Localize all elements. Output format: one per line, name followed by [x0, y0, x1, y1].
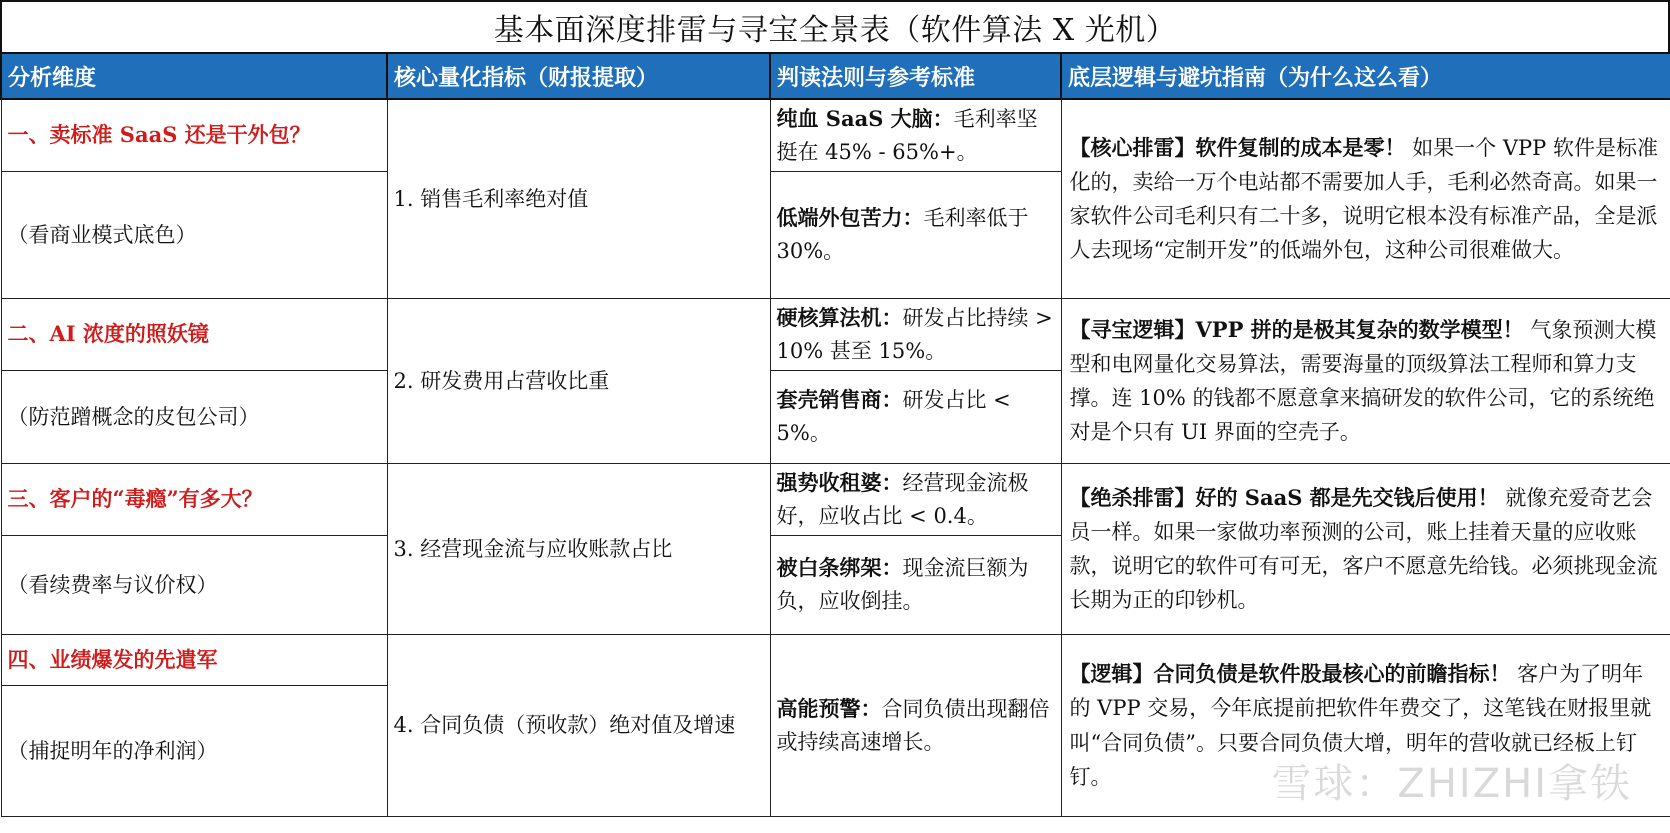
standard-cell [770, 371, 1061, 464]
header-row [1, 53, 1670, 99]
metric-cell: 1. 销售毛利率绝对值 [387, 99, 770, 299]
logic-text: 就像充爱奇艺会员一样。如果一家做功率预测的公司，账上挂着天量的应收账款，说明它的软件可有可无，客户不愿意先给钱。必须挑现金流长期为正的印钞机。 [1069, 485, 1658, 613]
header-metric: 核心量化指标（财报提取） [387, 53, 770, 99]
standard-cell [770, 464, 1061, 536]
logic-cell [1061, 299, 1670, 464]
standard-label: 套壳销售商： [776, 387, 903, 413]
dimension-subtitle: （防范蹭概念的皮包公司） [1, 371, 387, 464]
table-row [1, 99, 1670, 172]
dimension-subtitle: （捕捉明年的净利润） [1, 686, 387, 817]
logic-text: 如果一个 VPP 软件是标准化的，卖给一万个电站都不需要加人手，毛利必然奇高。如果一家软件公司毛利只有二十多，说明它根本没有标准产品，全是派人去现场“定制开发”的低端外包，这种公司很难做大。 [1069, 135, 1658, 263]
sheet-title: 基本面深度排雷与寻宝全景表（软件算法 X 光机） [0, 0, 1670, 52]
logic-cell [1061, 99, 1670, 299]
watermark: 雪球：ZHIZHI拿铁 [1271, 761, 1632, 807]
standard-text: 经营现金流极好，应收占比 < 0.4。 [776, 470, 1029, 528]
metric-cell: 4. 合同负债（预收款）绝对值及增速 [387, 635, 770, 817]
header-standard: 判读法则与参考标准 [770, 53, 1061, 99]
metric-cell: 2. 研发费用占营收比重 [387, 299, 770, 464]
table-row [1, 635, 1670, 686]
standard-text: 现金流巨额为负，应收倒挂。 [776, 556, 1029, 613]
standard-label: 被白条绑架： [776, 555, 903, 581]
standard-text: 研发占比 < 5%。 [776, 388, 1011, 445]
logic-text: 气象预测大模型和电网量化交易算法，需要海量的顶级算法工程师和算力支撑。连 10% 的钱都不愿意拿来搞研发的软件公司，它的系统绝对是个只有 UI 界面的空壳子。 [1069, 317, 1657, 445]
dimension-subtitle: （看商业模式底色） [1, 172, 387, 299]
standard-label: 高能预警： [776, 695, 882, 721]
dimension-title: 二、AI 浓度的照妖镜 [1, 299, 387, 371]
dimension-title: 一、卖标准 SaaS 还是干外包？ [1, 99, 387, 172]
standard-text: 合同负债出现翻倍或持续高速增长。 [776, 696, 1050, 754]
logic-cell [1061, 635, 1670, 817]
logic-label: 【绝杀排雷】好的 SaaS 都是先交钱后使用！ [1069, 484, 1499, 510]
standard-cell [770, 299, 1061, 371]
standard-label: 强势收租婆： [776, 469, 903, 495]
dimension-title: 三、客户的“毒瘾”有多大？ [1, 464, 387, 536]
standard-cell [770, 172, 1061, 299]
header-logic: 底层逻辑与避坑指南（为什么这么看） [1061, 53, 1670, 99]
dimension-subtitle: （看续费率与议价权） [1, 536, 387, 635]
standard-label: 硬核算法机： [776, 304, 903, 330]
standard-cell [770, 99, 1061, 172]
standard-cell [770, 635, 1061, 817]
logic-cell [1061, 464, 1670, 635]
table-row [1, 299, 1670, 371]
metric-cell: 3. 经营现金流与应收账款占比 [387, 464, 770, 635]
standard-text: 毛利率低于 30%。 [776, 206, 1029, 263]
header-dimension: 分析维度 [1, 53, 387, 99]
logic-label: 【核心排雷】软件复制的成本是零！ [1069, 134, 1406, 160]
logic-label: 【逻辑】合同负债是软件股最核心的前瞻指标！ [1069, 661, 1511, 687]
standard-label: 纯血 SaaS 大脑： [776, 105, 954, 131]
logic-label: 【寻宝逻辑】VPP 拼的是极其复杂的数学模型！ [1069, 316, 1524, 342]
dimension-title: 四、业绩爆发的先遣军 [1, 635, 387, 686]
standard-cell [770, 536, 1061, 635]
analysis-table [0, 52, 1670, 817]
logic-text: 客户为了明年的 VPP 交易，今年底提前把软件年费交了，这笔钱在财报里就叫“合同负债”。只要合同负债大增，明年的营收就已经板上钉钉。 [1069, 662, 1652, 789]
standard-label: 低端外包苦力： [776, 205, 924, 231]
table-row [1, 464, 1670, 536]
standard-text: 毛利率坚挺在 45% - 65%+。 [776, 106, 1038, 164]
standard-text: 研发占比持续 > 10% 甚至 15%。 [776, 305, 1053, 363]
